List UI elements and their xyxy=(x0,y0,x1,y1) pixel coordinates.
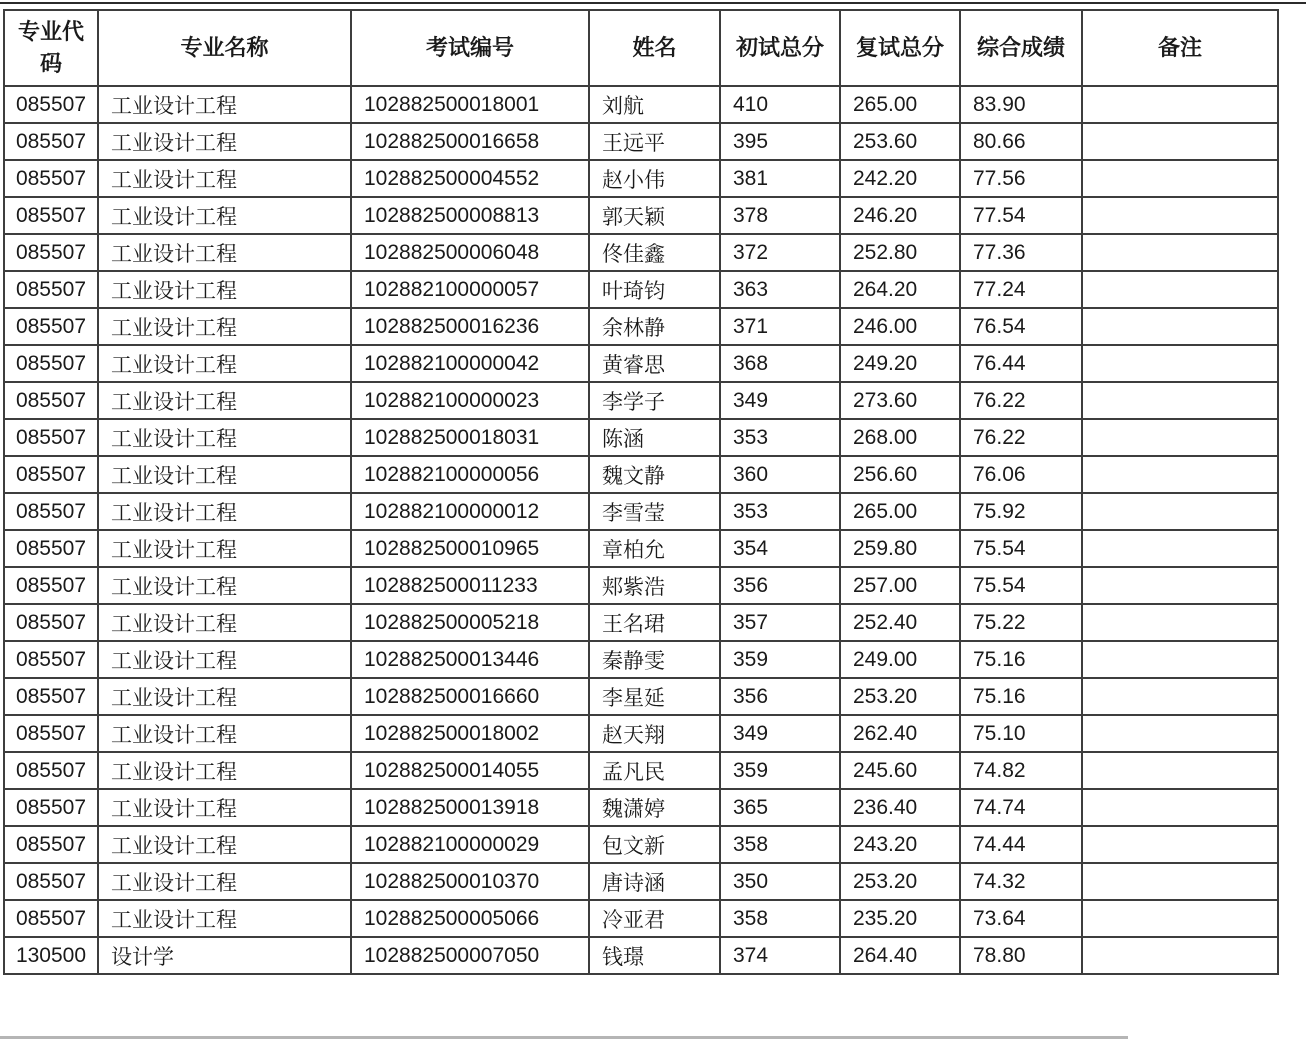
table-row xyxy=(4,493,1278,530)
cell-exam-number: 102882500010370 xyxy=(351,863,589,900)
cell-remark xyxy=(1082,863,1278,900)
cell-initial-score: 372 xyxy=(720,234,840,271)
cell-remark xyxy=(1082,678,1278,715)
cell-overall-score: 83.90 xyxy=(960,86,1082,123)
cell-major-name: 工业设计工程 xyxy=(98,863,351,900)
cell-major-code: 085507 xyxy=(4,382,98,419)
cell-major-code: 085507 xyxy=(4,678,98,715)
header-retest-score xyxy=(840,10,960,86)
cell-initial-score: 358 xyxy=(720,826,840,863)
cell-retest-score: 246.20 xyxy=(840,197,960,234)
cell-retest-score: 252.80 xyxy=(840,234,960,271)
cell-major-name: 工业设计工程 xyxy=(98,715,351,752)
cell-retest-score: 249.20 xyxy=(840,345,960,382)
cell-remark xyxy=(1082,345,1278,382)
cell-major-name: 工业设计工程 xyxy=(98,86,351,123)
cell-initial-score: 353 xyxy=(720,493,840,530)
cell-retest-score: 264.40 xyxy=(840,937,960,974)
cell-student-name: 章柏允 xyxy=(589,530,720,567)
header-major-name-label: 专业名称 xyxy=(180,35,269,60)
cell-remark xyxy=(1082,937,1278,974)
cell-retest-score: 265.00 xyxy=(840,493,960,530)
cell-exam-number: 102882500016660 xyxy=(351,678,589,715)
header-initial-score-label: 初试总分 xyxy=(735,35,824,60)
cell-exam-number: 102882500014055 xyxy=(351,752,589,789)
cell-major-name: 设计学 xyxy=(98,937,351,974)
table-row xyxy=(4,123,1278,160)
cell-exam-number: 102882100000023 xyxy=(351,382,589,419)
cell-major-code: 085507 xyxy=(4,271,98,308)
table-row xyxy=(4,234,1278,271)
cell-exam-number: 102882500008813 xyxy=(351,197,589,234)
cell-remark xyxy=(1082,160,1278,197)
cell-initial-score: 374 xyxy=(720,937,840,974)
cell-overall-score: 74.32 xyxy=(960,863,1082,900)
cell-retest-score: 253.20 xyxy=(840,863,960,900)
cell-major-name: 工业设计工程 xyxy=(98,234,351,271)
header-exam-number xyxy=(351,10,589,86)
cell-remark xyxy=(1082,123,1278,160)
cell-overall-score: 77.24 xyxy=(960,271,1082,308)
cell-major-code: 085507 xyxy=(4,160,98,197)
cell-remark xyxy=(1082,234,1278,271)
cell-retest-score: 249.00 xyxy=(840,641,960,678)
cell-remark xyxy=(1082,826,1278,863)
cell-remark xyxy=(1082,789,1278,826)
header-exam-number-label: 考试编号 xyxy=(425,35,514,60)
cell-remark xyxy=(1082,271,1278,308)
table-row xyxy=(4,308,1278,345)
cell-major-code: 085507 xyxy=(4,752,98,789)
table-row xyxy=(4,382,1278,419)
cell-student-name: 黄睿思 xyxy=(589,345,720,382)
cell-exam-number: 102882500010965 xyxy=(351,530,589,567)
cell-student-name: 刘航 xyxy=(589,86,720,123)
table-row xyxy=(4,863,1278,900)
cell-exam-number: 102882500013446 xyxy=(351,641,589,678)
cell-retest-score: 253.60 xyxy=(840,123,960,160)
cell-exam-number: 102882500004552 xyxy=(351,160,589,197)
header-major-code-label: 专业代码 xyxy=(17,19,84,76)
cell-major-name: 工业设计工程 xyxy=(98,345,351,382)
cell-major-name: 工业设计工程 xyxy=(98,826,351,863)
cell-initial-score: 371 xyxy=(720,308,840,345)
table-row xyxy=(4,752,1278,789)
cell-remark xyxy=(1082,530,1278,567)
cell-major-name: 工业设计工程 xyxy=(98,456,351,493)
table-row xyxy=(4,419,1278,456)
cell-major-code: 085507 xyxy=(4,345,98,382)
cell-initial-score: 356 xyxy=(720,678,840,715)
cell-major-name: 工业设计工程 xyxy=(98,900,351,937)
cell-exam-number: 102882100000042 xyxy=(351,345,589,382)
cell-overall-score: 75.22 xyxy=(960,604,1082,641)
cell-exam-number: 102882500018002 xyxy=(351,715,589,752)
cell-student-name: 王远平 xyxy=(589,123,720,160)
cell-retest-score: 273.60 xyxy=(840,382,960,419)
cell-retest-score: 268.00 xyxy=(840,419,960,456)
cell-remark xyxy=(1082,419,1278,456)
cell-major-code: 085507 xyxy=(4,86,98,123)
cell-exam-number: 102882500013918 xyxy=(351,789,589,826)
cell-overall-score: 76.22 xyxy=(960,419,1082,456)
cell-retest-score: 246.00 xyxy=(840,308,960,345)
cell-remark xyxy=(1082,715,1278,752)
cell-major-code: 085507 xyxy=(4,530,98,567)
header-overall-score-label: 综合成绩 xyxy=(976,35,1065,60)
cell-major-name: 工业设计工程 xyxy=(98,604,351,641)
table-row xyxy=(4,530,1278,567)
next-page-edge-line xyxy=(0,1036,1128,1039)
cell-student-name: 陈涵 xyxy=(589,419,720,456)
cell-major-code: 085507 xyxy=(4,456,98,493)
cell-overall-score: 77.56 xyxy=(960,160,1082,197)
table-row xyxy=(4,160,1278,197)
table-row xyxy=(4,345,1278,382)
cell-student-name: 李雪莹 xyxy=(589,493,720,530)
cell-remark xyxy=(1082,604,1278,641)
cell-retest-score: 256.60 xyxy=(840,456,960,493)
table-row xyxy=(4,271,1278,308)
admission-results-table xyxy=(3,9,1279,975)
cell-initial-score: 381 xyxy=(720,160,840,197)
table-row xyxy=(4,86,1278,123)
cell-exam-number: 102882500018001 xyxy=(351,86,589,123)
cell-overall-score: 80.66 xyxy=(960,123,1082,160)
cell-retest-score: 235.20 xyxy=(840,900,960,937)
header-overall-score xyxy=(960,10,1082,86)
cell-exam-number: 102882100000012 xyxy=(351,493,589,530)
cell-major-name: 工业设计工程 xyxy=(98,197,351,234)
cell-major-code: 085507 xyxy=(4,900,98,937)
cell-student-name: 钱璟 xyxy=(589,937,720,974)
table-row xyxy=(4,826,1278,863)
cell-student-name: 李星延 xyxy=(589,678,720,715)
cell-major-code: 085507 xyxy=(4,715,98,752)
cell-overall-score: 75.16 xyxy=(960,641,1082,678)
table-row xyxy=(4,567,1278,604)
table-row xyxy=(4,900,1278,937)
cell-initial-score: 368 xyxy=(720,345,840,382)
cell-student-name: 李学子 xyxy=(589,382,720,419)
cell-exam-number: 102882500007050 xyxy=(351,937,589,974)
cell-student-name: 王名珺 xyxy=(589,604,720,641)
cell-exam-number: 102882500005066 xyxy=(351,900,589,937)
cell-overall-score: 75.92 xyxy=(960,493,1082,530)
cell-overall-score: 74.44 xyxy=(960,826,1082,863)
cell-overall-score: 77.36 xyxy=(960,234,1082,271)
cell-overall-score: 73.64 xyxy=(960,900,1082,937)
cell-initial-score: 349 xyxy=(720,715,840,752)
cell-major-code: 085507 xyxy=(4,123,98,160)
header-major-code xyxy=(4,10,98,86)
cell-retest-score: 253.20 xyxy=(840,678,960,715)
cell-student-name: 赵天翔 xyxy=(589,715,720,752)
cell-initial-score: 359 xyxy=(720,752,840,789)
cell-exam-number: 102882500005218 xyxy=(351,604,589,641)
cell-initial-score: 395 xyxy=(720,123,840,160)
header-initial-score xyxy=(720,10,840,86)
cell-retest-score: 264.20 xyxy=(840,271,960,308)
cell-major-code: 085507 xyxy=(4,419,98,456)
cell-initial-score: 359 xyxy=(720,641,840,678)
table-row xyxy=(4,715,1278,752)
cell-initial-score: 358 xyxy=(720,900,840,937)
cell-student-name: 余林静 xyxy=(589,308,720,345)
cell-major-code: 085507 xyxy=(4,308,98,345)
cell-overall-score: 74.82 xyxy=(960,752,1082,789)
cell-initial-score: 360 xyxy=(720,456,840,493)
table-row xyxy=(4,641,1278,678)
cell-remark xyxy=(1082,456,1278,493)
cell-overall-score: 78.80 xyxy=(960,937,1082,974)
cell-retest-score: 265.00 xyxy=(840,86,960,123)
cell-major-name: 工业设计工程 xyxy=(98,493,351,530)
table-body xyxy=(4,86,1278,974)
header-retest-score-label: 复试总分 xyxy=(855,35,944,60)
cell-major-name: 工业设计工程 xyxy=(98,678,351,715)
cell-initial-score: 410 xyxy=(720,86,840,123)
cell-remark xyxy=(1082,382,1278,419)
table-row xyxy=(4,604,1278,641)
cell-major-name: 工业设计工程 xyxy=(98,271,351,308)
header-major-name xyxy=(98,10,351,86)
cell-retest-score: 259.80 xyxy=(840,530,960,567)
cell-major-code: 085507 xyxy=(4,197,98,234)
cell-major-code: 085507 xyxy=(4,789,98,826)
table-header xyxy=(4,10,1278,86)
cell-student-name: 魏潇婷 xyxy=(589,789,720,826)
cell-overall-score: 75.16 xyxy=(960,678,1082,715)
cell-remark xyxy=(1082,308,1278,345)
cell-remark xyxy=(1082,567,1278,604)
cell-major-code: 085507 xyxy=(4,567,98,604)
table-row xyxy=(4,197,1278,234)
cell-remark xyxy=(1082,197,1278,234)
cell-remark xyxy=(1082,493,1278,530)
table-row xyxy=(4,456,1278,493)
cell-exam-number: 102882500006048 xyxy=(351,234,589,271)
cell-major-name: 工业设计工程 xyxy=(98,567,351,604)
cell-remark xyxy=(1082,641,1278,678)
cell-overall-score: 75.10 xyxy=(960,715,1082,752)
cell-retest-score: 242.20 xyxy=(840,160,960,197)
cell-exam-number: 102882100000056 xyxy=(351,456,589,493)
header-student-name xyxy=(589,10,720,86)
cell-student-name: 叶琦钧 xyxy=(589,271,720,308)
cell-initial-score: 349 xyxy=(720,382,840,419)
cell-exam-number: 102882500016658 xyxy=(351,123,589,160)
cell-major-name: 工业设计工程 xyxy=(98,752,351,789)
cell-initial-score: 353 xyxy=(720,419,840,456)
cell-major-code: 130500 xyxy=(4,937,98,974)
cell-major-code: 085507 xyxy=(4,604,98,641)
cell-initial-score: 350 xyxy=(720,863,840,900)
cell-major-name: 工业设计工程 xyxy=(98,641,351,678)
cell-initial-score: 356 xyxy=(720,567,840,604)
cell-initial-score: 363 xyxy=(720,271,840,308)
cell-major-code: 085507 xyxy=(4,863,98,900)
cell-major-code: 085507 xyxy=(4,826,98,863)
cell-major-name: 工业设计工程 xyxy=(98,419,351,456)
cell-major-code: 085507 xyxy=(4,493,98,530)
cell-overall-score: 77.54 xyxy=(960,197,1082,234)
cell-major-name: 工业设计工程 xyxy=(98,160,351,197)
table-row xyxy=(4,937,1278,974)
cell-overall-score: 75.54 xyxy=(960,530,1082,567)
cell-retest-score: 262.40 xyxy=(840,715,960,752)
cell-overall-score: 74.74 xyxy=(960,789,1082,826)
cell-student-name: 佟佳鑫 xyxy=(589,234,720,271)
cell-student-name: 赵小伟 xyxy=(589,160,720,197)
cell-major-name: 工业设计工程 xyxy=(98,123,351,160)
cell-retest-score: 243.20 xyxy=(840,826,960,863)
header-row xyxy=(4,10,1278,86)
cell-overall-score: 76.44 xyxy=(960,345,1082,382)
cell-retest-score: 257.00 xyxy=(840,567,960,604)
cell-student-name: 魏文静 xyxy=(589,456,720,493)
cell-exam-number: 102882100000029 xyxy=(351,826,589,863)
cell-student-name: 郏紫浩 xyxy=(589,567,720,604)
cell-retest-score: 245.60 xyxy=(840,752,960,789)
top-edge-line xyxy=(0,2,1306,4)
cell-overall-score: 76.54 xyxy=(960,308,1082,345)
cell-major-code: 085507 xyxy=(4,641,98,678)
cell-overall-score: 75.54 xyxy=(960,567,1082,604)
table-row xyxy=(4,789,1278,826)
cell-student-name: 唐诗涵 xyxy=(589,863,720,900)
header-remark xyxy=(1082,10,1278,86)
cell-initial-score: 378 xyxy=(720,197,840,234)
header-remark-label: 备注 xyxy=(1157,35,1202,60)
cell-student-name: 秦静雯 xyxy=(589,641,720,678)
table-row xyxy=(4,678,1278,715)
cell-major-name: 工业设计工程 xyxy=(98,530,351,567)
cell-major-name: 工业设计工程 xyxy=(98,789,351,826)
cell-retest-score: 236.40 xyxy=(840,789,960,826)
cell-initial-score: 365 xyxy=(720,789,840,826)
cell-major-name: 工业设计工程 xyxy=(98,382,351,419)
cell-remark xyxy=(1082,752,1278,789)
cell-overall-score: 76.06 xyxy=(960,456,1082,493)
cell-retest-score: 252.40 xyxy=(840,604,960,641)
cell-initial-score: 357 xyxy=(720,604,840,641)
cell-remark xyxy=(1082,86,1278,123)
header-student-name-label: 姓名 xyxy=(632,35,677,60)
cell-student-name: 郭天颖 xyxy=(589,197,720,234)
cell-student-name: 冷亚君 xyxy=(589,900,720,937)
cell-exam-number: 102882100000057 xyxy=(351,271,589,308)
cell-initial-score: 354 xyxy=(720,530,840,567)
cell-remark xyxy=(1082,900,1278,937)
cell-exam-number: 102882500016236 xyxy=(351,308,589,345)
cell-student-name: 孟凡民 xyxy=(589,752,720,789)
cell-overall-score: 76.22 xyxy=(960,382,1082,419)
cell-exam-number: 102882500011233 xyxy=(351,567,589,604)
cell-major-name: 工业设计工程 xyxy=(98,308,351,345)
cell-major-code: 085507 xyxy=(4,234,98,271)
cell-exam-number: 102882500018031 xyxy=(351,419,589,456)
cell-student-name: 包文新 xyxy=(589,826,720,863)
